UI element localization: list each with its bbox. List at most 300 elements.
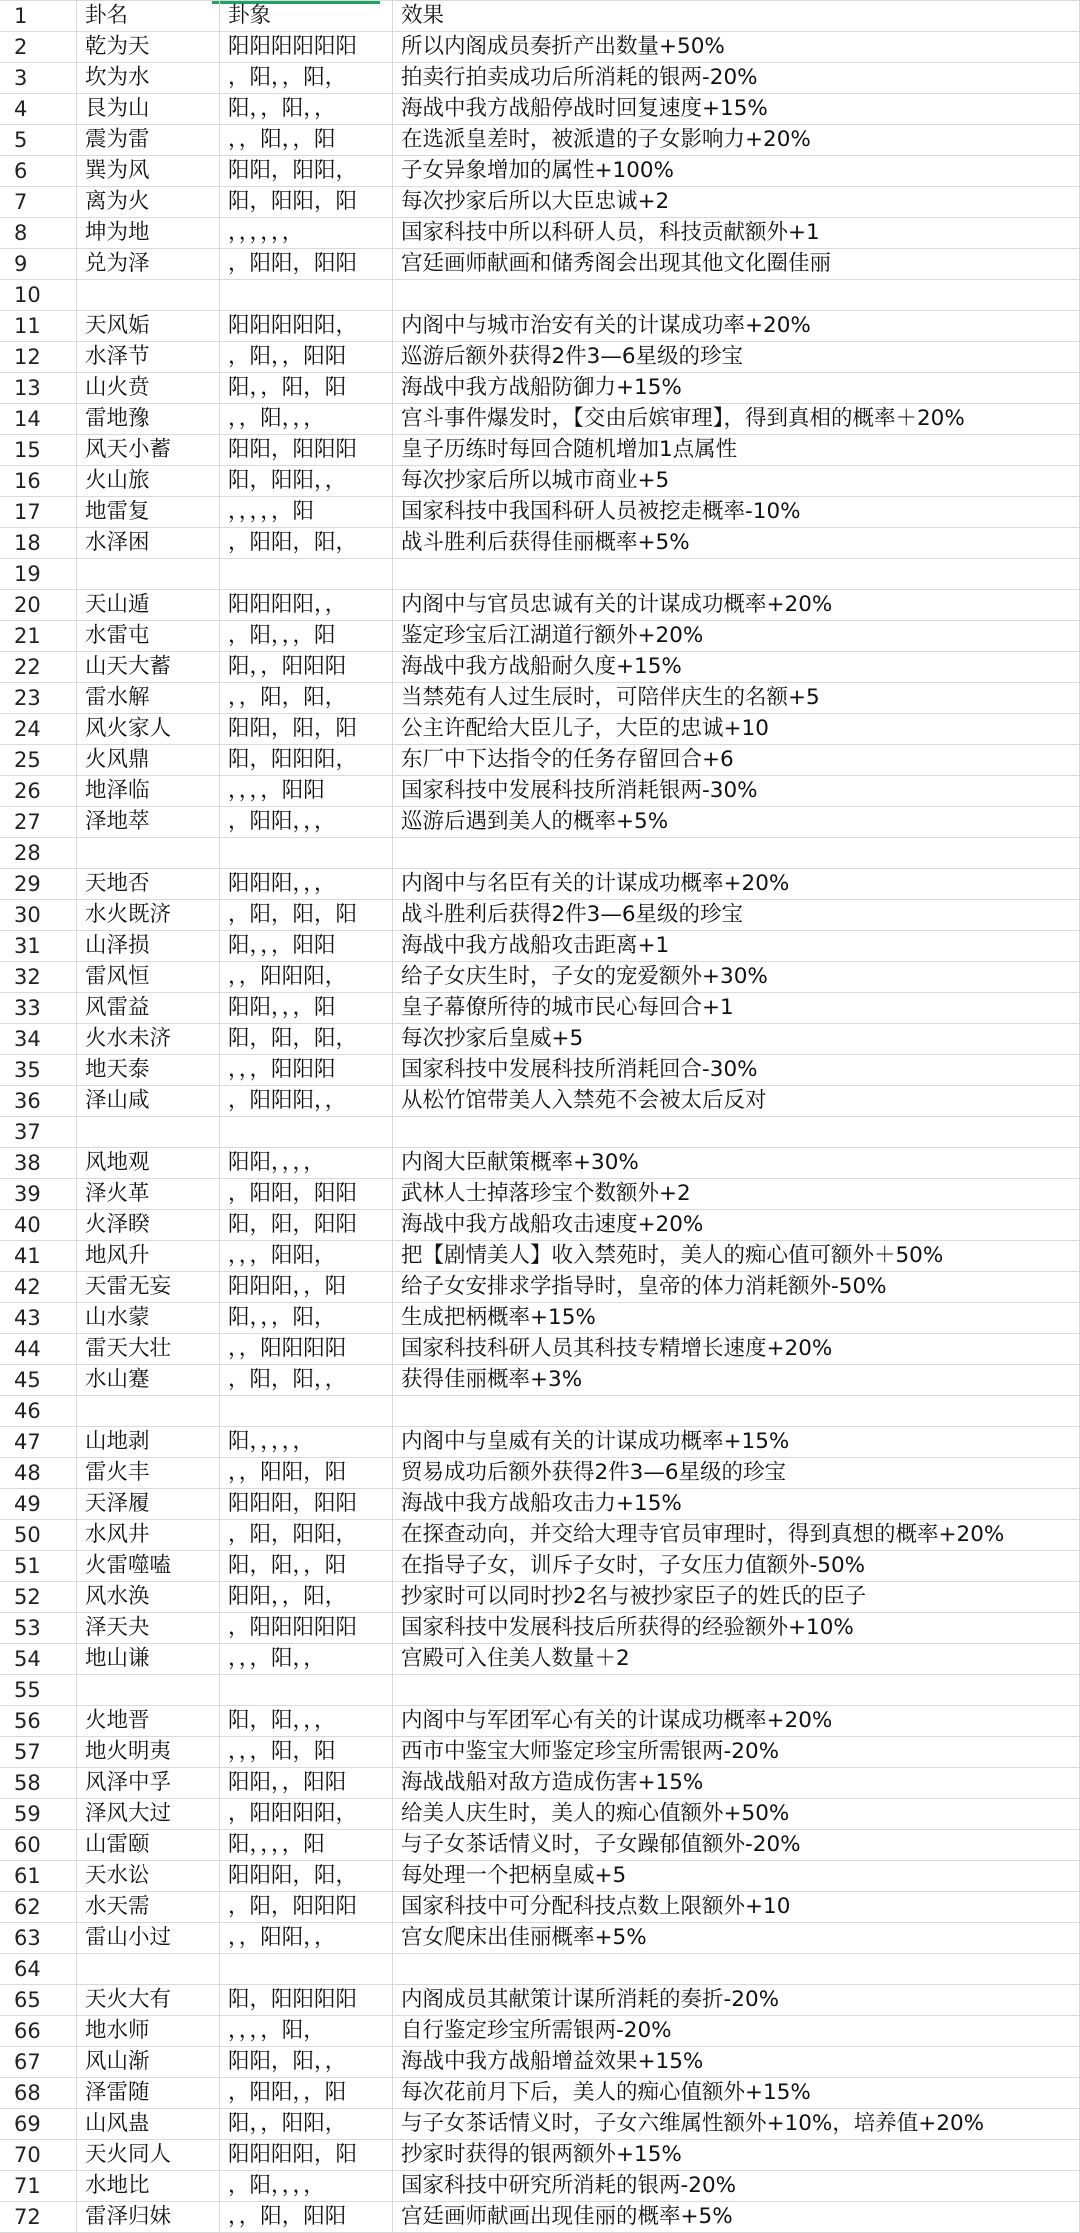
- cell-name[interactable]: 泽天夬: [77, 1613, 220, 1644]
- cell-effect[interactable]: 生成把柄概率+15%: [393, 1303, 1080, 1334]
- cell-effect[interactable]: 所以内阁成员奏折产出数量+50%: [393, 32, 1080, 63]
- cell-gua[interactable]: ，，，阳，阳: [220, 1737, 393, 1768]
- table-row[interactable]: [0, 621, 1080, 652]
- cell-effect[interactable]: 宫斗事件爆发时，【交由后嫔审理】，得到真相的概率＋20%: [393, 404, 1080, 435]
- cell-gua[interactable]: 阳，阳阳阳阳: [220, 1985, 393, 2016]
- table-row[interactable]: [0, 559, 1080, 590]
- cell-gua[interactable]: 阳，，阳，阳: [220, 373, 393, 404]
- cell-gua[interactable]: ，阳阳，阳阳: [220, 1179, 393, 1210]
- header-row[interactable]: [0, 1, 1080, 32]
- cell-name[interactable]: [77, 1954, 220, 1985]
- cell-name[interactable]: 艮为山: [77, 94, 220, 125]
- row-number: 35: [0, 1055, 77, 1086]
- cell-effect[interactable]: 宫廷画师献画和储秀阁会出现其他文化圈佳丽: [393, 249, 1080, 280]
- cell-effect[interactable]: 海战中我方战船防御力+15%: [393, 373, 1080, 404]
- table-row[interactable]: [0, 125, 1080, 156]
- cell-name[interactable]: [77, 559, 220, 590]
- table-row[interactable]: [0, 1241, 1080, 1272]
- table-row[interactable]: [0, 869, 1080, 900]
- cell-name[interactable]: 地火明夷: [77, 1737, 220, 1768]
- cell-effect[interactable]: 海战中我方战船攻击速度+20%: [393, 1210, 1080, 1241]
- cell-gua[interactable]: ，阳阳，，，: [220, 807, 393, 838]
- cell-effect[interactable]: 在指导子女，训斥子女时，子女压力值额外-50%: [393, 1551, 1080, 1582]
- table-row[interactable]: [0, 435, 1080, 466]
- cell-name[interactable]: 震为雷: [77, 125, 220, 156]
- table-row[interactable]: [0, 280, 1080, 311]
- cell-name[interactable]: 天雷无妄: [77, 1272, 220, 1303]
- cell-gua[interactable]: ，，，，阳，: [220, 2016, 393, 2047]
- cell-gua[interactable]: ，，，，，阳: [220, 497, 393, 528]
- table-row[interactable]: [0, 32, 1080, 63]
- cell-effect[interactable]: 内阁中与皇威有关的计谋成功概率+15%: [393, 1427, 1080, 1458]
- cell-gua[interactable]: 阳阳阳阳，阳: [220, 2140, 393, 2171]
- header-cell-name[interactable]: 卦名: [77, 1, 220, 32]
- cell-name[interactable]: 天火大有: [77, 1985, 220, 2016]
- cell-gua[interactable]: 阳阳阳，，阳: [220, 1272, 393, 1303]
- table-row[interactable]: [0, 652, 1080, 683]
- header-cell-gua[interactable]: 卦象: [220, 1, 393, 32]
- table-row[interactable]: [0, 1303, 1080, 1334]
- cell-name[interactable]: 水地比: [77, 2171, 220, 2202]
- cell-effect[interactable]: [393, 1954, 1080, 1985]
- cell-effect[interactable]: 海战中我方战船停战时回复速度+15%: [393, 94, 1080, 125]
- cell-gua[interactable]: ，阳，，阳阳: [220, 342, 393, 373]
- cell-effect[interactable]: 巡游后遇到美人的概率+5%: [393, 807, 1080, 838]
- cell-effect[interactable]: 内阁大臣献策概率+30%: [393, 1148, 1080, 1179]
- cell-name[interactable]: 地雷复: [77, 497, 220, 528]
- table-row[interactable]: [0, 1396, 1080, 1427]
- cell-effect[interactable]: 内阁中与名臣有关的计谋成功概率+20%: [393, 869, 1080, 900]
- cell-gua[interactable]: 阳，阳阳，，: [220, 466, 393, 497]
- cell-gua[interactable]: 阳阳，，，阳: [220, 993, 393, 1024]
- cell-effect[interactable]: 西市中鉴宝大师鉴定珍宝所需银两-20%: [393, 1737, 1080, 1768]
- table-row[interactable]: [0, 1706, 1080, 1737]
- cell-effect[interactable]: 海战中我方战船耐久度+15%: [393, 652, 1080, 683]
- table-row[interactable]: [0, 1985, 1080, 2016]
- table-row[interactable]: [0, 2140, 1080, 2171]
- table-row[interactable]: [0, 1055, 1080, 1086]
- table-row[interactable]: [0, 2202, 1080, 2233]
- cell-gua[interactable]: 阳，，阳阳阳: [220, 652, 393, 683]
- table-row[interactable]: [0, 1551, 1080, 1582]
- cell-effect[interactable]: 在探查动向，并交给大理寺官员审理时，得到真想的概率+20%: [393, 1520, 1080, 1551]
- cell-name[interactable]: 水泽节: [77, 342, 220, 373]
- row-number: 57: [0, 1737, 77, 1768]
- cell-gua[interactable]: 阳阳阳，阳阳: [220, 1489, 393, 1520]
- cell-effect[interactable]: 国家科技科研人员其科技专精增长速度+20%: [393, 1334, 1080, 1365]
- cell-gua[interactable]: [220, 1396, 393, 1427]
- cell-name[interactable]: 山火贲: [77, 373, 220, 404]
- cell-name[interactable]: 兑为泽: [77, 249, 220, 280]
- table-row[interactable]: [0, 249, 1080, 280]
- cell-gua[interactable]: [220, 1675, 393, 1706]
- cell-effect[interactable]: [393, 280, 1080, 311]
- table-row[interactable]: [0, 1861, 1080, 1892]
- cell-name[interactable]: 地泽临: [77, 776, 220, 807]
- cell-effect[interactable]: 国家科技中发展科技所消耗银两-30%: [393, 776, 1080, 807]
- cell-name[interactable]: 风天小蓄: [77, 435, 220, 466]
- table-row[interactable]: [0, 2016, 1080, 2047]
- cell-gua[interactable]: ，，，阳阳阳: [220, 1055, 393, 1086]
- cell-name[interactable]: 火水未济: [77, 1024, 220, 1055]
- table-row[interactable]: [0, 466, 1080, 497]
- cell-gua[interactable]: ，阳，阳，，: [220, 1365, 393, 1396]
- cell-name[interactable]: 雷山小过: [77, 1923, 220, 1954]
- cell-effect[interactable]: 海战中我方战船攻击距离+1: [393, 931, 1080, 962]
- cell-effect[interactable]: 与子女茶话情义时，子女躁郁值额外-20%: [393, 1830, 1080, 1861]
- table-row[interactable]: [0, 590, 1080, 621]
- table-row[interactable]: [0, 63, 1080, 94]
- table-row[interactable]: [0, 1179, 1080, 1210]
- cell-gua[interactable]: [220, 1954, 393, 1985]
- cell-effect[interactable]: [393, 1675, 1080, 1706]
- cell-gua[interactable]: ，阳，，阳，: [220, 63, 393, 94]
- cell-gua[interactable]: 阳阳阳阳阳阳: [220, 32, 393, 63]
- cell-gua[interactable]: 阳，，阳，，: [220, 94, 393, 125]
- cell-gua[interactable]: ，，阳，，，: [220, 404, 393, 435]
- cell-name[interactable]: 雷水解: [77, 683, 220, 714]
- cell-gua[interactable]: 阳，，，阳阳: [220, 931, 393, 962]
- cell-effect[interactable]: 宫女爬床出佳丽概率+5%: [393, 1923, 1080, 1954]
- table-row[interactable]: [0, 187, 1080, 218]
- table-row[interactable]: [0, 900, 1080, 931]
- cell-gua[interactable]: ，阳，，，，: [220, 2171, 393, 2202]
- cell-effect[interactable]: 从松竹馆带美人入禁苑不会被太后反对: [393, 1086, 1080, 1117]
- table-row[interactable]: [0, 807, 1080, 838]
- cell-effect[interactable]: [393, 1117, 1080, 1148]
- cell-gua[interactable]: 阳，阳阳阳，: [220, 745, 393, 776]
- cell-effect[interactable]: 国家科技中发展科技所消耗回合-30%: [393, 1055, 1080, 1086]
- cell-name[interactable]: 雷地豫: [77, 404, 220, 435]
- cell-effect[interactable]: 国家科技中研究所消耗的银两-20%: [393, 2171, 1080, 2202]
- row-number: 65: [0, 1985, 77, 2016]
- cell-name[interactable]: 巽为风: [77, 156, 220, 187]
- cell-effect[interactable]: 海战战船对敌方造成伤害+15%: [393, 1768, 1080, 1799]
- table-row[interactable]: [0, 1427, 1080, 1458]
- cell-gua[interactable]: [220, 838, 393, 869]
- table-row[interactable]: [0, 311, 1080, 342]
- table-row[interactable]: [0, 1272, 1080, 1303]
- cell-gua[interactable]: [220, 1117, 393, 1148]
- cell-effect[interactable]: 每处理一个把柄皇威+5: [393, 1861, 1080, 1892]
- cell-gua[interactable]: [220, 280, 393, 311]
- cell-effect[interactable]: 每次抄家后所以大臣忠诚+2: [393, 187, 1080, 218]
- cell-name[interactable]: 风山渐: [77, 2047, 220, 2078]
- table-row[interactable]: [0, 1644, 1080, 1675]
- cell-effect[interactable]: 当禁苑有人过生辰时，可陪伴庆生的名额+5: [393, 683, 1080, 714]
- cell-effect[interactable]: 内阁中与军团军心有关的计谋成功概率+20%: [393, 1706, 1080, 1737]
- table-row[interactable]: [0, 156, 1080, 187]
- cell-effect[interactable]: 国家科技中可分配科技点数上限额外+10: [393, 1892, 1080, 1923]
- table-row[interactable]: [0, 1365, 1080, 1396]
- cell-gua[interactable]: ，阳阳，，阳: [220, 2078, 393, 2109]
- cell-effect[interactable]: 内阁中与城市治安有关的计谋成功率+20%: [393, 311, 1080, 342]
- cell-effect[interactable]: 皇子幕僚所待的城市民心每回合+1: [393, 993, 1080, 1024]
- cell-gua[interactable]: 阳阳阳，，，: [220, 869, 393, 900]
- cell-gua[interactable]: ，，，，，，: [220, 218, 393, 249]
- cell-effect[interactable]: 海战中我方战船增益效果+15%: [393, 2047, 1080, 2078]
- cell-name[interactable]: 山地剥: [77, 1427, 220, 1458]
- table-row[interactable]: [0, 1799, 1080, 1830]
- cell-gua[interactable]: ，阳阳阳，，: [220, 1086, 393, 1117]
- cell-gua[interactable]: ，，，阳阳，: [220, 1241, 393, 1272]
- cell-name[interactable]: [77, 1396, 220, 1427]
- cell-gua[interactable]: 阳阳，，阳，: [220, 1582, 393, 1613]
- cell-gua[interactable]: 阳阳，，阳阳: [220, 1768, 393, 1799]
- cell-name[interactable]: 坎为水: [77, 63, 220, 94]
- table-row[interactable]: [0, 1923, 1080, 1954]
- row-number: 22: [0, 652, 77, 683]
- cell-effect[interactable]: 自行鉴定珍宝所需银两-20%: [393, 2016, 1080, 2047]
- row-number: 45: [0, 1365, 77, 1396]
- cell-name[interactable]: [77, 280, 220, 311]
- cell-effect[interactable]: 国家科技中发展科技后所获得的经验额外+10%: [393, 1613, 1080, 1644]
- table-row[interactable]: [0, 745, 1080, 776]
- cell-name[interactable]: 雷风恒: [77, 962, 220, 993]
- cell-effect[interactable]: 给美人庆生时，美人的痴心值额外+50%: [393, 1799, 1080, 1830]
- table-row[interactable]: [0, 838, 1080, 869]
- cell-effect[interactable]: 在选派皇差时，被派遣的子女影响力+20%: [393, 125, 1080, 156]
- table-row[interactable]: [0, 1768, 1080, 1799]
- table-row[interactable]: [0, 1613, 1080, 1644]
- cell-gua[interactable]: ，，阳阳，阳: [220, 1458, 393, 1489]
- table-row[interactable]: [0, 962, 1080, 993]
- cell-effect[interactable]: 国家科技中所以科研人员，科技贡献额外+1: [393, 218, 1080, 249]
- table-row[interactable]: [0, 528, 1080, 559]
- table-row[interactable]: [0, 1117, 1080, 1148]
- cell-effect[interactable]: 贸易成功后额外获得2件3—6星级的珍宝: [393, 1458, 1080, 1489]
- table-row[interactable]: [0, 1892, 1080, 1923]
- cell-name[interactable]: 山天大蓄: [77, 652, 220, 683]
- cell-name[interactable]: 雷泽归妹: [77, 2202, 220, 2233]
- cell-name[interactable]: 火地晋: [77, 1706, 220, 1737]
- cell-gua[interactable]: 阳阳，阳阳，: [220, 156, 393, 187]
- cell-name[interactable]: 泽风大过: [77, 1799, 220, 1830]
- cell-name[interactable]: 风泽中孚: [77, 1768, 220, 1799]
- cell-effect[interactable]: 抄家时可以同时抄2名与被抄家臣子的姓氏的臣子: [393, 1582, 1080, 1613]
- cell-name[interactable]: 雷火丰: [77, 1458, 220, 1489]
- cell-effect[interactable]: 给子女庆生时，子女的宠爱额外+30%: [393, 962, 1080, 993]
- cell-effect[interactable]: 拍卖行拍卖成功后所消耗的银两-20%: [393, 63, 1080, 94]
- cell-name[interactable]: 水山蹇: [77, 1365, 220, 1396]
- cell-name[interactable]: 山风蛊: [77, 2109, 220, 2140]
- cell-effect[interactable]: [393, 1396, 1080, 1427]
- cell-name[interactable]: 火风鼎: [77, 745, 220, 776]
- table-row[interactable]: [0, 1334, 1080, 1365]
- cell-gua[interactable]: ，阳，阳阳阳: [220, 1892, 393, 1923]
- cell-gua[interactable]: 阳阳，，，，: [220, 1148, 393, 1179]
- cell-gua[interactable]: ，阳阳，阳阳: [220, 249, 393, 280]
- table-row[interactable]: [0, 2078, 1080, 2109]
- cell-gua[interactable]: ，阳阳阳阳阳: [220, 1613, 393, 1644]
- cell-effect[interactable]: 宫廷画师献画出现佳丽的概率+5%: [393, 2202, 1080, 2233]
- cell-gua[interactable]: 阳阳阳阳阳，: [220, 311, 393, 342]
- table-row[interactable]: [0, 993, 1080, 1024]
- cell-name[interactable]: 山雷颐: [77, 1830, 220, 1861]
- cell-gua[interactable]: 阳，阳，阳阳: [220, 1210, 393, 1241]
- cell-name[interactable]: 水天需: [77, 1892, 220, 1923]
- row-number: 61: [0, 1861, 77, 1892]
- cell-gua[interactable]: ，，阳，阳，: [220, 683, 393, 714]
- cell-effect[interactable]: 每次花前月下后，美人的痴心值额外+15%: [393, 2078, 1080, 2109]
- cell-gua[interactable]: ，，阳阳，，: [220, 1923, 393, 1954]
- table-row[interactable]: [0, 218, 1080, 249]
- cell-name[interactable]: 地山谦: [77, 1644, 220, 1675]
- cell-name[interactable]: 泽雷随: [77, 2078, 220, 2109]
- cell-gua[interactable]: ，，，，阳阳: [220, 776, 393, 807]
- cell-name[interactable]: 火泽睽: [77, 1210, 220, 1241]
- cell-name[interactable]: 水雷屯: [77, 621, 220, 652]
- cell-gua[interactable]: ，阳，，，阳: [220, 621, 393, 652]
- cell-gua[interactable]: 阳，，，阳，: [220, 1303, 393, 1334]
- cell-gua[interactable]: 阳，阳阳，阳: [220, 187, 393, 218]
- cell-name[interactable]: 地水师: [77, 2016, 220, 2047]
- cell-name[interactable]: 风地观: [77, 1148, 220, 1179]
- table-row[interactable]: [0, 1675, 1080, 1706]
- cell-effect[interactable]: 子女异象增加的属性+100%: [393, 156, 1080, 187]
- cell-name[interactable]: [77, 1675, 220, 1706]
- cell-effect[interactable]: 海战中我方战船攻击力+15%: [393, 1489, 1080, 1520]
- cell-effect[interactable]: 战斗胜利后获得2件3—6星级的珍宝: [393, 900, 1080, 931]
- cell-name[interactable]: 天水讼: [77, 1861, 220, 1892]
- cell-effect[interactable]: 获得佳丽概率+3%: [393, 1365, 1080, 1396]
- row-number: 69: [0, 2109, 77, 2140]
- table-row[interactable]: [0, 1582, 1080, 1613]
- table-row[interactable]: [0, 2171, 1080, 2202]
- table-row[interactable]: [0, 1489, 1080, 1520]
- row-number: 26: [0, 776, 77, 807]
- cell-gua[interactable]: ，，阳阳阳阳: [220, 1334, 393, 1365]
- cell-name[interactable]: [77, 1117, 220, 1148]
- cell-effect[interactable]: 宫殿可入住美人数量＋2: [393, 1644, 1080, 1675]
- row-number: 18: [0, 528, 77, 559]
- cell-gua[interactable]: ，，阳阳阳，: [220, 962, 393, 993]
- cell-gua[interactable]: ，阳，阳阳，: [220, 1520, 393, 1551]
- cell-name[interactable]: 泽地萃: [77, 807, 220, 838]
- table-row[interactable]: [0, 1024, 1080, 1055]
- cell-gua[interactable]: 阳，阳，，，: [220, 1706, 393, 1737]
- table-row[interactable]: [0, 1954, 1080, 1985]
- cell-effect[interactable]: 公主许配给大臣儿子，大臣的忠诚+10: [393, 714, 1080, 745]
- cell-gua[interactable]: 阳阳阳，阳，: [220, 1861, 393, 1892]
- cell-name[interactable]: 火山旅: [77, 466, 220, 497]
- cell-name[interactable]: 天地否: [77, 869, 220, 900]
- cell-gua[interactable]: 阳阳，阳，阳: [220, 714, 393, 745]
- table-row[interactable]: [0, 931, 1080, 962]
- cell-name[interactable]: 风雷益: [77, 993, 220, 1024]
- table-row[interactable]: [0, 1830, 1080, 1861]
- cell-name[interactable]: 泽山咸: [77, 1086, 220, 1117]
- cell-effect[interactable]: 内阁成员其献策计谋所消耗的奏折-20%: [393, 1985, 1080, 2016]
- cell-effect[interactable]: 巡游后额外获得2件3—6星级的珍宝: [393, 342, 1080, 373]
- cell-gua[interactable]: 阳，，，，，: [220, 1427, 393, 1458]
- cell-name[interactable]: 坤为地: [77, 218, 220, 249]
- table-row[interactable]: [0, 683, 1080, 714]
- cell-gua[interactable]: ，，阳，阳阳: [220, 2202, 393, 2233]
- cell-gua[interactable]: ，，阳，，阳: [220, 125, 393, 156]
- cell-name[interactable]: 乾为天: [77, 32, 220, 63]
- cell-effect[interactable]: 东厂中下达指令的任务存留回合+6: [393, 745, 1080, 776]
- cell-effect[interactable]: 每次抄家后皇威+5: [393, 1024, 1080, 1055]
- cell-name[interactable]: 水火既济: [77, 900, 220, 931]
- cell-effect[interactable]: 战斗胜利后获得佳丽概率+5%: [393, 528, 1080, 559]
- table-row[interactable]: [0, 2109, 1080, 2140]
- cell-name[interactable]: 火雷噬嗑: [77, 1551, 220, 1582]
- cell-gua[interactable]: 阳阳，阳，，: [220, 2047, 393, 2078]
- cell-gua[interactable]: ，阳阳阳阳，: [220, 1799, 393, 1830]
- cell-gua[interactable]: 阳，阳，阳，: [220, 1024, 393, 1055]
- table-row[interactable]: [0, 1458, 1080, 1489]
- cell-name[interactable]: 泽火革: [77, 1179, 220, 1210]
- table-row[interactable]: [0, 1520, 1080, 1551]
- cell-gua[interactable]: 阳阳阳阳，，: [220, 590, 393, 621]
- cell-effect[interactable]: [393, 838, 1080, 869]
- cell-gua[interactable]: [220, 559, 393, 590]
- table-row[interactable]: [0, 342, 1080, 373]
- cell-name[interactable]: 天泽履: [77, 1489, 220, 1520]
- cell-effect[interactable]: [393, 559, 1080, 590]
- table-row[interactable]: [0, 404, 1080, 435]
- cell-effect[interactable]: 每次抄家后所以城市商业+5: [393, 466, 1080, 497]
- table-row[interactable]: [0, 1737, 1080, 1768]
- table-row[interactable]: [0, 373, 1080, 404]
- cell-gua[interactable]: 阳，阳，，阳: [220, 1551, 393, 1582]
- row-number: 44: [0, 1334, 77, 1365]
- cell-gua[interactable]: ，阳，阳，阳: [220, 900, 393, 931]
- table-row[interactable]: [0, 1148, 1080, 1179]
- header-cell-effect[interactable]: 效果: [393, 1, 1080, 32]
- cell-name[interactable]: 天山遁: [77, 590, 220, 621]
- cell-effect[interactable]: 抄家时获得的银两额外+15%: [393, 2140, 1080, 2171]
- cell-effect[interactable]: 国家科技中我国科研人员被挖走概率-10%: [393, 497, 1080, 528]
- table-row[interactable]: [0, 2047, 1080, 2078]
- cell-name[interactable]: 风火家人: [77, 714, 220, 745]
- cell-name[interactable]: 水风井: [77, 1520, 220, 1551]
- cell-effect[interactable]: 与子女茶话情义时，子女六维属性额外+10%，培养值+20%: [393, 2109, 1080, 2140]
- table-row[interactable]: [0, 1086, 1080, 1117]
- cell-gua[interactable]: 阳阳，阳阳阳: [220, 435, 393, 466]
- cell-name[interactable]: 雷天大壮: [77, 1334, 220, 1365]
- table-row[interactable]: [0, 497, 1080, 528]
- cell-gua[interactable]: 阳，，阳阳，: [220, 2109, 393, 2140]
- table-row[interactable]: [0, 776, 1080, 807]
- cell-name[interactable]: 山水蒙: [77, 1303, 220, 1334]
- cell-name[interactable]: 风水涣: [77, 1582, 220, 1613]
- cell-name[interactable]: 山泽损: [77, 931, 220, 962]
- row-number: 12: [0, 342, 77, 373]
- cell-effect[interactable]: 皇子历练时每回合随机增加1点属性: [393, 435, 1080, 466]
- cell-effect[interactable]: 武林人士掉落珍宝个数额外+2: [393, 1179, 1080, 1210]
- cell-effect[interactable]: 把【剧情美人】收入禁苑时，美人的痴心值可额外＋50%: [393, 1241, 1080, 1272]
- cell-name[interactable]: 地天泰: [77, 1055, 220, 1086]
- cell-gua[interactable]: 阳，，，，阳: [220, 1830, 393, 1861]
- cell-name[interactable]: 离为火: [77, 187, 220, 218]
- cell-name[interactable]: 天风姤: [77, 311, 220, 342]
- cell-effect[interactable]: 内阁中与官员忠诚有关的计谋成功概率+20%: [393, 590, 1080, 621]
- cell-name[interactable]: [77, 838, 220, 869]
- cell-name[interactable]: 水泽困: [77, 528, 220, 559]
- cell-gua[interactable]: ，阳阳，阳，: [220, 528, 393, 559]
- table-row[interactable]: [0, 1210, 1080, 1241]
- cell-name[interactable]: 地风升: [77, 1241, 220, 1272]
- cell-effect[interactable]: 给子女安排求学指导时，皇帝的体力消耗额外-50%: [393, 1272, 1080, 1303]
- row-number: 70: [0, 2140, 77, 2171]
- cell-name[interactable]: 天火同人: [77, 2140, 220, 2171]
- cell-effect[interactable]: 鉴定珍宝后江湖道行额外+20%: [393, 621, 1080, 652]
- cell-gua[interactable]: ，，，阳，，: [220, 1644, 393, 1675]
- table-row[interactable]: [0, 714, 1080, 745]
- table-row[interactable]: [0, 94, 1080, 125]
